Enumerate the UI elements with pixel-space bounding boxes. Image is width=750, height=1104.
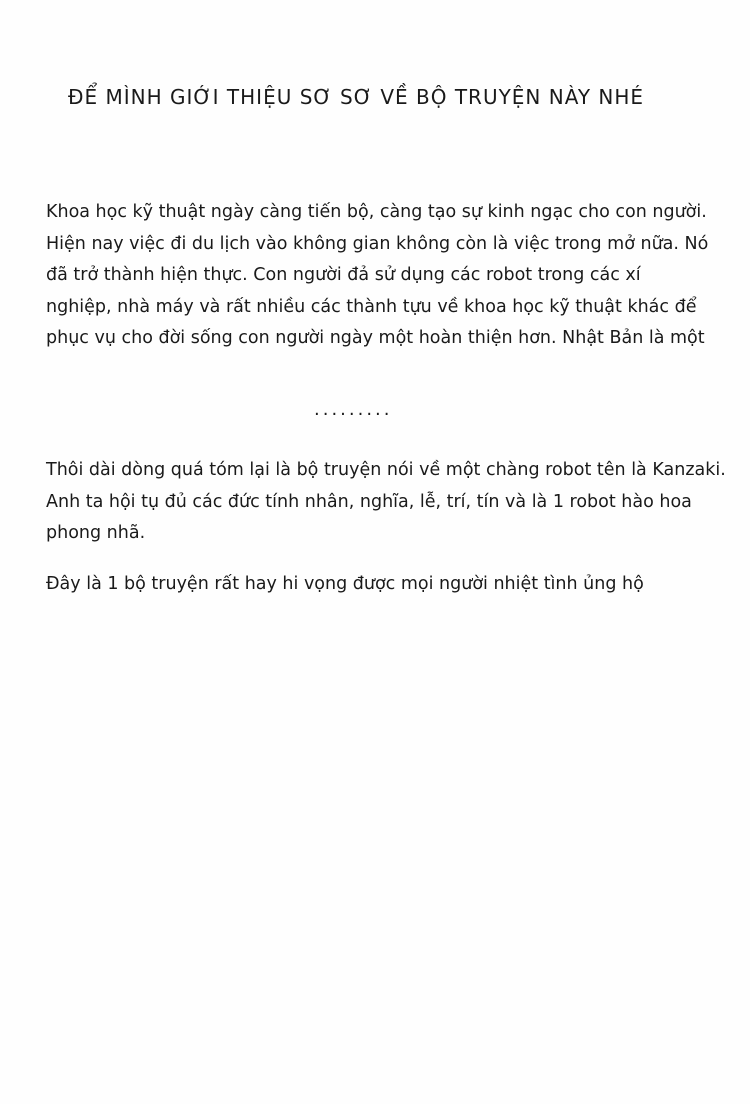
ellipsis-separator: ......... (314, 399, 393, 420)
summary-line: phong nhã. (46, 523, 146, 543)
intro-line: Khoa học kỹ thuật ngày càng tiến bộ, càng tạo sự kinh ngạc cho con người. (46, 202, 707, 222)
page-title: ĐỂ MÌNH GIỚI THIỆU SƠ SƠ VỀ BỘ TRUYỆN NÀY NHÉ (68, 85, 645, 109)
summary-line: Thôi dài dòng quá tóm lại là bộ truyện nói về một chàng robot tên là Kanzaki. (46, 460, 726, 480)
summary-line: Anh ta hội tụ đủ các đức tính nhân, nghĩa, lễ, trí, tín và là 1 robot hào hoa (46, 491, 692, 512)
intro-paragraph (46, 197, 736, 355)
intro-line: Hiện nay việc đi du lịch vào không gian không còn là việc trong mở nữa. Nó (46, 233, 709, 254)
closing-line: Đây là 1 bộ truyện rất hay hi vọng được mọi người nhiệt tình ủng hộ (46, 574, 644, 594)
intro-line: nghiệp, nhà máy và rất nhiều các thành tựu về khoa học kỹ thuật khác để (46, 296, 697, 317)
summary-paragraph (46, 455, 736, 550)
intro-line: phục vụ cho đời sống con người ngày một hoàn thiện hơn. Nhật Bản là một (46, 328, 705, 348)
closing-paragraph (46, 569, 736, 601)
intro-line: đã trở thành hiện thực. Con người đả sử dụng các robot trong các xí (46, 265, 641, 285)
